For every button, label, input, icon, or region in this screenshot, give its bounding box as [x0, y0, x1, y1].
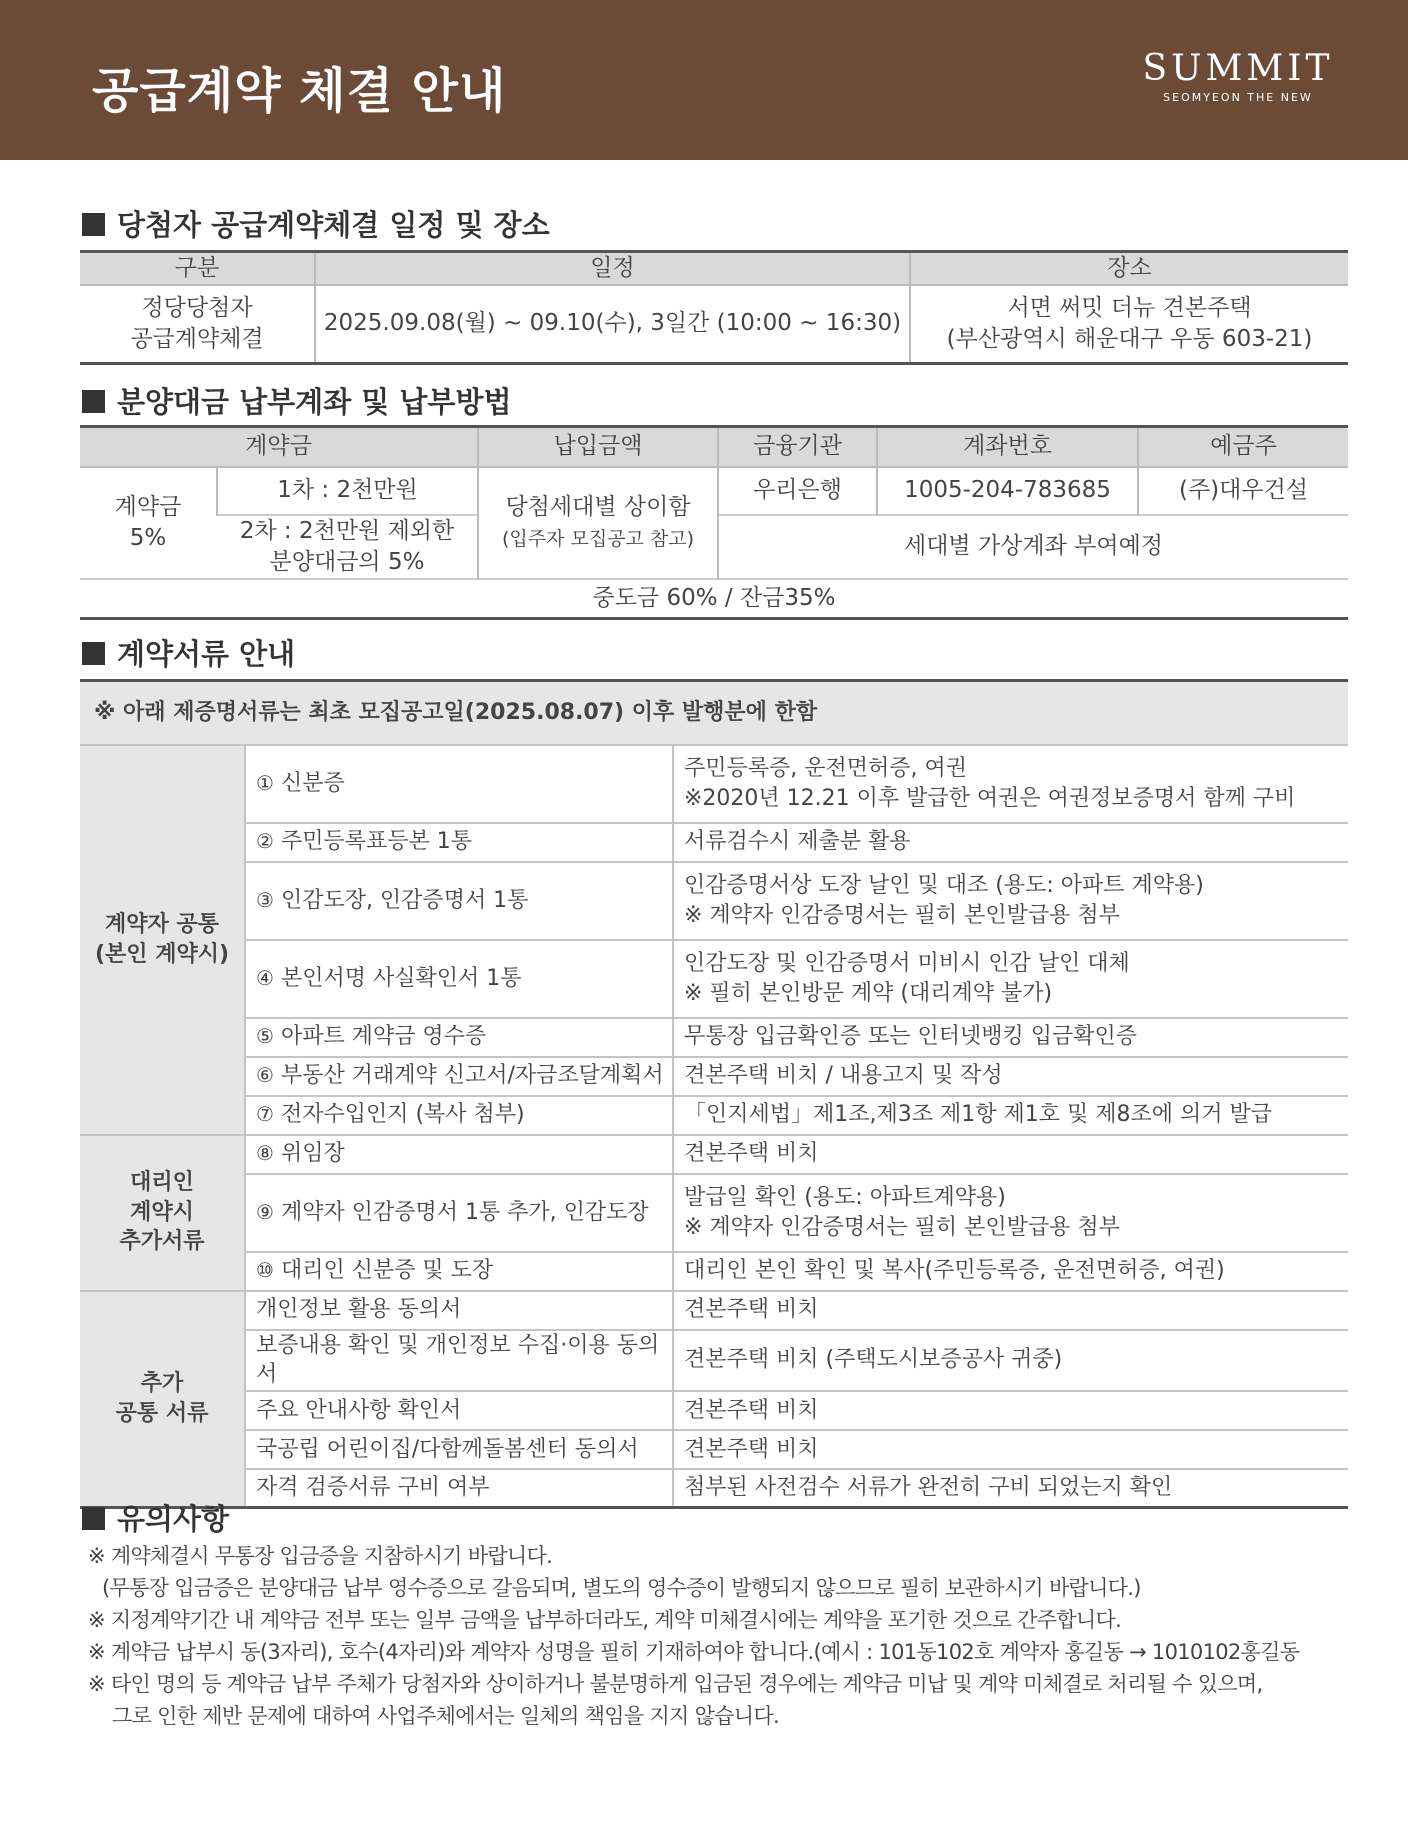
notes-list [88, 1540, 1299, 1732]
document-name: ① 신분증 [245, 745, 673, 823]
deposit-cell: 계약금 5% [114, 493, 182, 551]
column-header: 납입금액 [478, 427, 718, 467]
document-name: 국공립 어린이집/다함께돌봄센터 동의서 [245, 1430, 673, 1469]
document-desc: 견본주택 비치 [673, 1291, 1348, 1330]
first-payment-cell: 1차 : 2천만원 [217, 467, 478, 515]
square-bullet-icon [82, 213, 105, 236]
document-name: ⑨ 계약자 인감증명서 1통 추가, 인감도장 [245, 1174, 673, 1252]
section-title-notes: 유의사항 [82, 1497, 229, 1538]
table-row [80, 1057, 1348, 1096]
table-row [80, 1330, 1348, 1391]
document-name: ⑧ 위임장 [245, 1135, 673, 1174]
documents-table [80, 679, 1348, 1509]
schedule-table [80, 250, 1348, 365]
brand-logo [1118, 48, 1358, 104]
document-desc: 주민등록증, 운전면허증, 여권 ※2020년 12.21 이후 발급한 여권은 여권정보증명서 함께 구비 [673, 745, 1348, 823]
contract-type-cell: 정당당첨자 공급계약체결 [130, 294, 264, 352]
note-line: 그로 인한 제반 문제에 대하여 사업주체에서는 일체의 책임을 지지 않습니다. [112, 1704, 779, 1728]
column-header: 구분 [80, 252, 315, 286]
document-desc: 견본주택 비치 [673, 1430, 1348, 1469]
brand-subtitle: SEOMYEON THE NEW [1163, 91, 1313, 104]
document-name: ⑩ 대리인 신분증 및 도장 [245, 1252, 673, 1291]
document-name: 보증내용 확인 및 개인정보 수집·이용 동의서 [245, 1330, 673, 1391]
group-label-contractor: 계약자 공통 (본인 계약시) [80, 745, 245, 1135]
table-row [80, 823, 1348, 862]
document-name: ⑥ 부동산 거래계약 신고서/자금조달계획서 [245, 1057, 673, 1096]
account-number-cell: 1005-204-783685 [877, 467, 1138, 515]
bank-cell: 우리은행 [718, 467, 877, 515]
document-name: 주요 안내사항 확인서 [245, 1391, 673, 1430]
documents-note: ※ 아래 제증명서류는 최초 모집공고일(2025.08.07) 이후 발행분에 한함 [80, 681, 1348, 745]
document-desc: 인감증명서상 도장 날인 및 대조 (용도: 아파트 계약용) ※ 계약자 인감증명서는 필히 본인발급용 첨부 [673, 862, 1348, 940]
note-line: (무통장 입금증은 분양대금 납부 영수증으로 갈음되며, 별도의 영수증이 발행되지 않으므로 필히 보관하시기 바랍니다.) [102, 1576, 1141, 1600]
square-bullet-icon [82, 642, 105, 665]
note-line: ※ 타인 명의 등 계약금 납부 주체가 당첨자와 상이하거나 불분명하게 입금된 경우에는 계약금 미납 및 계약 미체결로 처리될 수 있으며, [88, 1672, 1263, 1696]
column-header: 예금주 [1138, 427, 1348, 467]
document-desc: 대리인 본인 확인 및 복사(주민등록증, 운전면허증, 여권) [673, 1252, 1348, 1291]
note-line: ※ 계약체결시 무통장 입금증을 지참하시기 바랍니다. [88, 1544, 553, 1568]
second-payment-cell: 2차 : 2천만원 제외한 분양대금의 5% [217, 515, 478, 579]
virtual-account-cell: 세대별 가상계좌 부여예정 [718, 515, 1348, 579]
column-header: 장소 [910, 252, 1348, 286]
document-desc: 첨부된 사전검수 서류가 완전히 구비 되었는지 확인 [673, 1469, 1348, 1508]
document-name: 자격 검증서류 구비 여부 [245, 1469, 673, 1508]
document-name: 개인정보 활용 동의서 [245, 1291, 673, 1330]
table-row [80, 745, 1348, 823]
table-row [80, 467, 1348, 515]
brand-name: SUMMIT [1142, 48, 1334, 89]
table-row [80, 1096, 1348, 1135]
table-row [80, 1174, 1348, 1252]
schedule-cell: 2025.09.08(월) ~ 09.10(수), 3일간 (10:00 ~ 16:30) [315, 285, 910, 363]
document-desc: 서류검수시 제출분 활용 [673, 823, 1348, 862]
document-name: ③ 인감도장, 인감증명서 1통 [245, 862, 673, 940]
table-row [80, 579, 1348, 619]
document-name: ④ 본인서명 사실확인서 1통 [245, 940, 673, 1018]
table-row [80, 285, 1348, 363]
section-title-payment: 분양대금 납부계좌 및 납부방법 [82, 380, 511, 421]
column-header: 일정 [315, 252, 910, 286]
document-desc: 견본주택 비치 [673, 1135, 1348, 1174]
section-title-documents: 계약서류 안내 [82, 632, 295, 673]
document-desc: 인감도장 및 인감증명서 미비시 인감 날인 대체 ※ 필히 본인방문 계약 (대리계약 불가) [673, 940, 1348, 1018]
group-label-agent: 대리인 계약시 추가서류 [80, 1135, 245, 1291]
document-desc: 견본주택 비치 [673, 1391, 1348, 1430]
amount-cell: 당첨세대별 상이함 (입주자 모집공고 참고) [478, 467, 718, 579]
page-title: 공급계약 체결 안내 [92, 63, 507, 119]
document-name: ⑤ 아파트 계약금 영수증 [245, 1018, 673, 1057]
table-row [80, 1391, 1348, 1430]
table-row [80, 940, 1348, 1018]
table-row [80, 1018, 1348, 1057]
table-header-row [80, 427, 1348, 467]
table-row [80, 1252, 1348, 1291]
section-title-schedule: 당첨자 공급계약체결 일정 및 장소 [82, 203, 550, 244]
table-row [80, 1135, 1348, 1174]
column-header: 계약금 [80, 427, 478, 467]
place-cell: 서면 써밋 더뉴 견본주택 (부산광역시 해운대구 우동 603-21) [910, 285, 1348, 363]
table-row [80, 1430, 1348, 1469]
column-header: 금융기관 [718, 427, 877, 467]
group-label-additional: 추가 공통 서류 [80, 1291, 245, 1508]
note-line: ※ 지정계약기간 내 계약금 전부 또는 일부 금액을 납부하더라도, 계약 미체결시에는 계약을 포기한 것으로 간주합니다. [88, 1608, 1122, 1632]
column-header: 계좌번호 [877, 427, 1138, 467]
table-row [80, 862, 1348, 940]
document-desc: 견본주택 비치 / 내용고지 및 작성 [673, 1057, 1348, 1096]
document-desc: 견본주택 비치 (주택도시보증공사 귀중) [673, 1330, 1348, 1391]
square-bullet-icon [82, 1507, 105, 1530]
table-note-row [80, 681, 1348, 745]
table-row [80, 1291, 1348, 1330]
document-name: ② 주민등록표등본 1통 [245, 823, 673, 862]
document-desc: 무통장 입금확인증 또는 인터넷뱅킹 입금확인증 [673, 1018, 1348, 1057]
page-header [0, 0, 1408, 160]
document-desc: 「인지세법」제1조,제3조 제1항 제1호 및 제8조에 의거 발급 [673, 1096, 1348, 1135]
document-name: ⑦ 전자수입인지 (복사 첨부) [245, 1096, 673, 1135]
balance-cell: 중도금 60% / 잔금35% [80, 579, 1348, 619]
note-line: ※ 계약금 납부시 동(3자리), 호수(4자리)와 계약자 성명을 필히 기재하여야 합니다.(예시 : 101동102호 계약자 홍길동 → 1010102홍길동 [88, 1640, 1300, 1664]
square-bullet-icon [82, 390, 105, 413]
table-row [80, 1469, 1348, 1508]
table-header-row [80, 252, 1348, 286]
account-holder-cell: (주)대우건설 [1138, 467, 1348, 515]
payment-table [80, 425, 1348, 620]
document-desc: 발급일 확인 (용도: 아파트계약용) ※ 계약자 인감증명서는 필히 본인발급용 첨부 [673, 1174, 1348, 1252]
